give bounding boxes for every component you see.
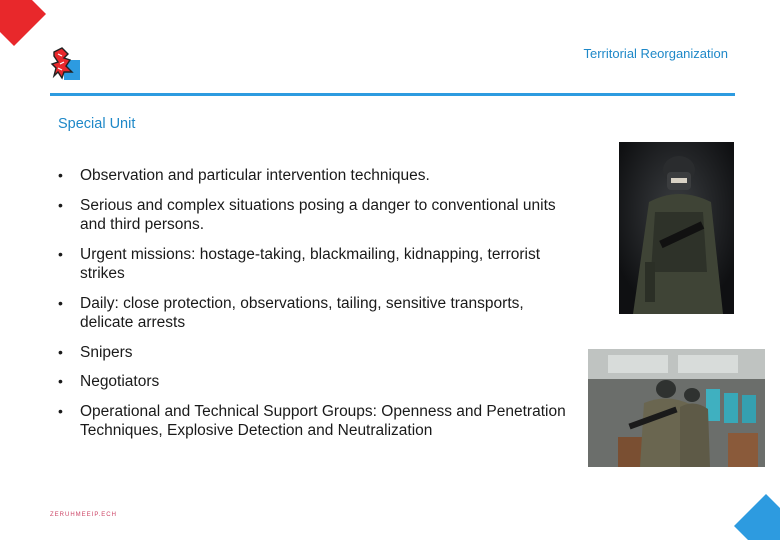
- bullet-list: [56, 166, 566, 451]
- bullet-item: • Negotiators: [56, 372, 566, 392]
- header-divider: [50, 93, 735, 96]
- photo-soldier: [619, 142, 734, 314]
- bullet-item: • Operational and Technical Support Groups: Openness and Penetration Techniques, Explosive Detection and Neutralization: [56, 402, 566, 441]
- bullet-item: • Observation and particular intervention techniques.: [56, 166, 566, 186]
- footer-text: ZERUHMEEIP.ECH: [50, 512, 117, 518]
- photo-team-train: [588, 349, 765, 467]
- corner-blue-chevron: [734, 494, 780, 540]
- bullet-item: • Snipers: [56, 343, 566, 363]
- header-title: Territorial Reorganization: [583, 46, 728, 61]
- section-title: Special Unit: [58, 116, 136, 132]
- bullet-item: • Urgent missions: hostage-taking, blackmailing, kidnapping, terrorist strikes: [56, 245, 566, 284]
- lion-crest-icon: [50, 46, 82, 82]
- bullet-item: • Serious and complex situations posing a danger to conventional units and third persons.: [56, 196, 566, 235]
- bullet-item: • Daily: close protection, observations, tailing, sensitive transports, delicate arrests: [56, 294, 566, 333]
- corner-red-chevron: [0, 0, 46, 46]
